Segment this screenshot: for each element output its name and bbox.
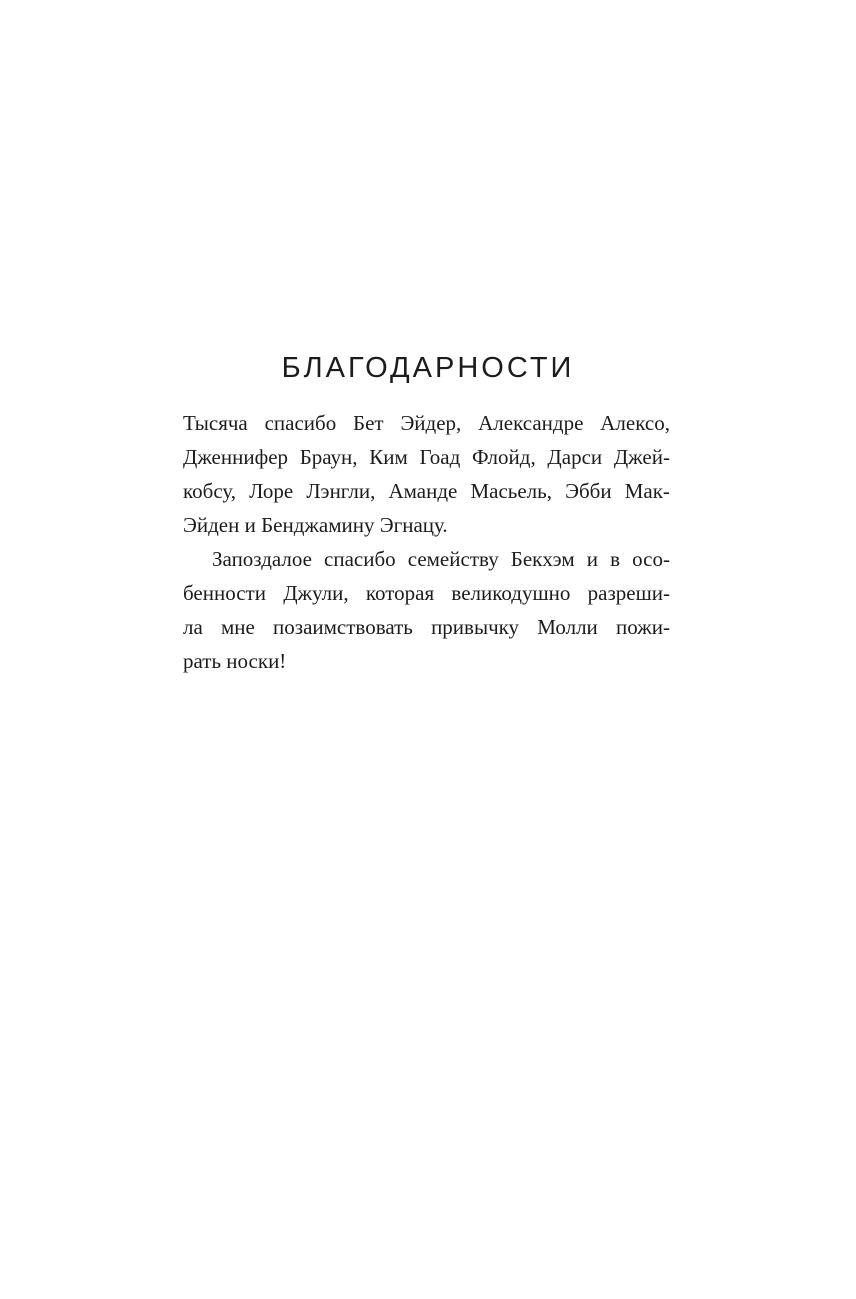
word: пожи- — [615, 615, 670, 639]
word: Аманде — [388, 479, 458, 503]
paragraph-1-line-3 — [183, 474, 670, 508]
word: Флойд, — [472, 445, 536, 469]
page-title: БЛАГОДАРНОСТИ — [281, 352, 575, 384]
word: спасибо — [264, 411, 337, 435]
paragraph-2-line-3 — [183, 610, 670, 644]
word: Александре — [478, 411, 584, 435]
word: позаимствовать — [273, 615, 413, 639]
word: Браун, — [299, 445, 358, 469]
word: великодушно — [451, 581, 571, 605]
word: Лэнгли, — [306, 479, 376, 503]
paragraph-1-line-1 — [183, 406, 670, 440]
word: Дженнифер — [183, 445, 289, 469]
paragraph-2-line-1 — [183, 542, 670, 576]
word: ла — [183, 615, 203, 639]
word: Бекхэм — [510, 547, 575, 571]
word: Ким — [369, 445, 408, 469]
word: Эбби — [565, 479, 612, 503]
word: кобсу, — [183, 479, 237, 503]
paragraph-1-line-2 — [183, 440, 670, 474]
word: Масьель, — [470, 479, 552, 503]
word: бенности — [183, 581, 266, 605]
paragraph-2-line-4: рать носки! — [183, 649, 287, 673]
word: Эйдер, — [400, 411, 462, 435]
word: Джули, — [283, 581, 349, 605]
word: Дарси — [547, 445, 603, 469]
word: Лоре — [249, 479, 294, 503]
word: и — [586, 547, 599, 571]
word: Тысяча — [183, 411, 248, 435]
word: в — [610, 547, 621, 571]
acknowledgements-text — [183, 406, 670, 678]
word: Мак- — [624, 479, 670, 503]
word: привычку — [431, 615, 520, 639]
word: мне — [221, 615, 255, 639]
paragraph-2-line-2 — [183, 576, 670, 610]
word: спасибо — [324, 547, 396, 571]
word: семейству — [407, 547, 499, 571]
paragraph-1-line-4: Эйден и Бенджамину Эгнацу. — [183, 513, 448, 537]
word: Алексо, — [600, 411, 670, 435]
word: Джей- — [613, 445, 670, 469]
word: Бет — [353, 411, 384, 435]
word: которая — [365, 581, 435, 605]
word: Запоздалое — [212, 547, 312, 571]
word: осо- — [632, 547, 670, 571]
word: Гоад — [419, 445, 461, 469]
word: разреши- — [587, 581, 670, 605]
word: Молли — [537, 615, 598, 639]
